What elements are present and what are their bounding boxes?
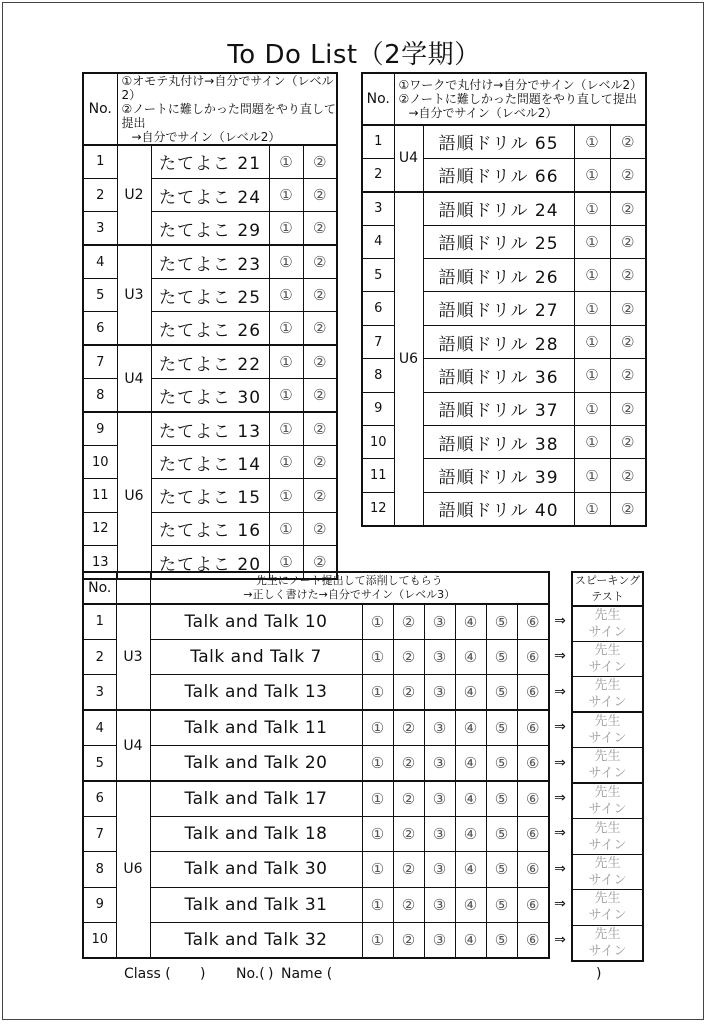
check-box-1[interactable]: ① bbox=[362, 781, 393, 816]
check-box-1[interactable]: ① bbox=[574, 459, 610, 492]
row-number: 6 bbox=[83, 781, 116, 816]
assignment-name: 語順ドリル 66 bbox=[423, 158, 574, 191]
teacher-sign-box[interactable]: 先生 サイン bbox=[572, 748, 643, 784]
page-title: To Do List（2学期） bbox=[227, 40, 481, 70]
unit-label: U3 bbox=[117, 245, 151, 345]
check-box-1[interactable]: ① bbox=[269, 479, 303, 512]
teacher-sign-box[interactable]: 先生 サイン bbox=[572, 642, 643, 677]
table-row bbox=[83, 710, 549, 745]
check-box-6[interactable]: ⑥ bbox=[517, 746, 549, 781]
check-box-3[interactable]: ③ bbox=[424, 852, 455, 887]
row-number: 10 bbox=[362, 426, 394, 459]
check-box-6[interactable]: ⑥ bbox=[517, 604, 549, 639]
check-box-2[interactable]: ② bbox=[303, 245, 337, 278]
check-box-5[interactable]: ⑤ bbox=[486, 675, 517, 710]
check-box-2[interactable]: ② bbox=[393, 923, 424, 958]
teacher-sign-row bbox=[572, 854, 643, 889]
check-box-2[interactable]: ② bbox=[303, 145, 337, 178]
row-number: 5 bbox=[83, 279, 117, 312]
check-box-1[interactable]: ① bbox=[574, 359, 610, 392]
assignment-name: 語順ドリル 28 bbox=[423, 325, 574, 358]
no-header: No. bbox=[362, 73, 394, 125]
table-row bbox=[83, 604, 549, 639]
check-box-1[interactable]: ① bbox=[269, 412, 303, 445]
table-row bbox=[83, 639, 549, 674]
unit-label: U4 bbox=[394, 125, 423, 192]
check-box-5[interactable]: ⑤ bbox=[486, 852, 517, 887]
assignment-name: たてよこ 20 bbox=[151, 546, 269, 579]
assignment-name: 語順ドリル 65 bbox=[423, 125, 574, 158]
teacher-sign-row bbox=[572, 925, 643, 961]
check-box-6[interactable]: ⑥ bbox=[517, 639, 549, 674]
check-box-4[interactable]: ④ bbox=[455, 675, 486, 710]
row-number: 13 bbox=[83, 546, 117, 579]
row-number: 3 bbox=[83, 212, 117, 245]
check-box-3[interactable]: ③ bbox=[424, 604, 455, 639]
check-box-1[interactable]: ① bbox=[574, 158, 610, 191]
teacher-sign-row bbox=[572, 783, 643, 819]
unit-label: U3 bbox=[116, 604, 150, 710]
check-box-3[interactable]: ③ bbox=[424, 887, 455, 922]
check-box-1[interactable]: ① bbox=[574, 125, 610, 158]
row-number: 8 bbox=[362, 359, 394, 392]
assignment-name: 語順ドリル 26 bbox=[423, 259, 574, 292]
name-label: Name ( bbox=[281, 966, 333, 982]
check-box-1[interactable]: ① bbox=[269, 279, 303, 312]
row-number: 1 bbox=[83, 145, 117, 178]
arrow-icon: ⇒ bbox=[554, 683, 566, 700]
check-box-1[interactable]: ① bbox=[574, 225, 610, 258]
check-box-5[interactable]: ⑤ bbox=[486, 746, 517, 781]
assignment-name: 語順ドリル 25 bbox=[423, 225, 574, 258]
check-box-1[interactable]: ① bbox=[574, 325, 610, 358]
check-box-5[interactable]: ⑤ bbox=[486, 816, 517, 851]
teacher-sign-box[interactable]: 先生 サイン bbox=[572, 854, 643, 889]
assignment-name: Talk and Talk 20 bbox=[150, 746, 362, 781]
arrow-icon: ⇒ bbox=[554, 896, 566, 913]
check-box-2[interactable]: ② bbox=[393, 675, 424, 710]
unit-label: U6 bbox=[117, 412, 151, 579]
check-box-1[interactable]: ① bbox=[269, 178, 303, 211]
teacher-sign-row bbox=[572, 677, 643, 713]
check-box-3[interactable]: ③ bbox=[424, 923, 455, 958]
assignment-name: 語順ドリル 36 bbox=[423, 359, 574, 392]
check-box-1[interactable]: ① bbox=[574, 259, 610, 292]
check-box-2[interactable]: ② bbox=[610, 459, 646, 492]
check-box-5[interactable]: ⑤ bbox=[486, 604, 517, 639]
check-box-2[interactable]: ② bbox=[303, 345, 337, 378]
check-box-2[interactable]: ② bbox=[610, 392, 646, 425]
assignment-name: たてよこ 24 bbox=[151, 178, 269, 211]
check-box-1[interactable]: ① bbox=[574, 426, 610, 459]
row-number: 7 bbox=[83, 345, 117, 378]
assignment-name: たてよこ 13 bbox=[151, 412, 269, 445]
assignment-name: たてよこ 14 bbox=[151, 446, 269, 479]
check-box-6[interactable]: ⑥ bbox=[517, 816, 549, 851]
check-box-3[interactable]: ③ bbox=[424, 781, 455, 816]
teacher-sign-box[interactable]: 先生 サイン bbox=[572, 819, 643, 854]
row-number: 2 bbox=[83, 178, 117, 211]
number-label: No.( bbox=[236, 966, 265, 982]
check-box-4[interactable]: ④ bbox=[455, 887, 486, 922]
check-box-1[interactable]: ① bbox=[269, 245, 303, 278]
check-box-6[interactable]: ⑥ bbox=[517, 781, 549, 816]
assignment-name: たてよこ 29 bbox=[151, 212, 269, 245]
check-box-2[interactable]: ② bbox=[303, 312, 337, 345]
teacher-sign-box[interactable]: 先生 サイン bbox=[572, 783, 643, 819]
number-field-close: ) bbox=[268, 966, 274, 982]
table-row bbox=[362, 125, 646, 158]
row-number: 9 bbox=[83, 887, 116, 922]
arrow-icon: ⇒ bbox=[554, 931, 566, 948]
assignment-name: 語順ドリル 40 bbox=[423, 492, 574, 525]
class-label: Class ( bbox=[124, 966, 171, 982]
check-box-1[interactable]: ① bbox=[362, 852, 393, 887]
check-box-2[interactable]: ② bbox=[303, 178, 337, 211]
check-box-5[interactable]: ⑤ bbox=[486, 923, 517, 958]
assignment-name: たてよこ 21 bbox=[151, 145, 269, 178]
assignment-name: たてよこ 16 bbox=[151, 512, 269, 545]
row-number: 7 bbox=[362, 325, 394, 358]
check-box-2[interactable]: ② bbox=[610, 158, 646, 191]
check-box-3[interactable]: ③ bbox=[424, 746, 455, 781]
check-box-4[interactable]: ④ bbox=[455, 816, 486, 851]
check-box-5[interactable]: ⑤ bbox=[486, 781, 517, 816]
table-row bbox=[83, 852, 549, 887]
assignment-name: たてよこ 22 bbox=[151, 345, 269, 378]
assignment-name: Talk and Talk 7 bbox=[150, 639, 362, 674]
row-number: 5 bbox=[362, 259, 394, 292]
check-box-2[interactable]: ② bbox=[303, 279, 337, 312]
check-box-2[interactable]: ② bbox=[303, 479, 337, 512]
left-todo-table bbox=[82, 72, 338, 580]
assignment-name: Talk and Talk 32 bbox=[150, 923, 362, 958]
table-row bbox=[362, 192, 646, 225]
check-box-1[interactable]: ① bbox=[269, 212, 303, 245]
check-box-2[interactable]: ② bbox=[610, 325, 646, 358]
row-number: 2 bbox=[83, 639, 116, 674]
row-number: 6 bbox=[362, 292, 394, 325]
assignment-name: 語順ドリル 38 bbox=[423, 426, 574, 459]
teacher-sign-box[interactable]: 先生 サイン bbox=[572, 890, 643, 925]
check-box-6[interactable]: ⑥ bbox=[517, 852, 549, 887]
check-box-1[interactable]: ① bbox=[574, 492, 610, 525]
check-box-4[interactable]: ④ bbox=[455, 923, 486, 958]
speaking-test-table bbox=[571, 571, 644, 962]
teacher-sign-box[interactable]: 先生 サイン bbox=[572, 712, 643, 748]
unit-label: U6 bbox=[394, 192, 423, 526]
class-field-close: ) bbox=[200, 966, 206, 982]
check-box-1[interactable]: ① bbox=[362, 604, 393, 639]
arrow-icon: ⇒ bbox=[554, 754, 566, 771]
check-box-1[interactable]: ① bbox=[269, 512, 303, 545]
check-box-2[interactable]: ② bbox=[303, 412, 337, 445]
arrow-icon: ⇒ bbox=[554, 860, 566, 877]
check-box-2[interactable]: ② bbox=[610, 192, 646, 225]
check-box-2[interactable]: ② bbox=[393, 604, 424, 639]
row-number: 10 bbox=[83, 923, 116, 958]
check-box-2[interactable]: ② bbox=[393, 816, 424, 851]
row-number: 3 bbox=[362, 192, 394, 225]
row-number: 10 bbox=[83, 446, 117, 479]
row-number: 1 bbox=[362, 125, 394, 158]
unit-label: U4 bbox=[116, 710, 150, 781]
check-box-4[interactable]: ④ bbox=[455, 746, 486, 781]
check-box-6[interactable]: ⑥ bbox=[517, 923, 549, 958]
check-box-2[interactable]: ② bbox=[393, 852, 424, 887]
check-box-1[interactable]: ① bbox=[574, 292, 610, 325]
check-box-2[interactable]: ② bbox=[303, 446, 337, 479]
talk-and-talk-table bbox=[82, 571, 550, 959]
check-box-2[interactable]: ② bbox=[610, 259, 646, 292]
check-box-2[interactable]: ② bbox=[393, 639, 424, 674]
assignment-name: Talk and Talk 13 bbox=[150, 675, 362, 710]
check-box-4[interactable]: ④ bbox=[455, 639, 486, 674]
check-box-1[interactable]: ① bbox=[269, 145, 303, 178]
check-box-1[interactable]: ① bbox=[362, 639, 393, 674]
check-box-6[interactable]: ⑥ bbox=[517, 887, 549, 922]
check-box-1[interactable]: ① bbox=[269, 345, 303, 378]
check-box-1[interactable]: ① bbox=[362, 710, 393, 745]
row-number: 6 bbox=[83, 312, 117, 345]
right-todo-table bbox=[361, 72, 647, 527]
check-box-1[interactable]: ① bbox=[362, 887, 393, 922]
check-box-1[interactable]: ① bbox=[362, 746, 393, 781]
assignment-name: たてよこ 23 bbox=[151, 245, 269, 278]
assignment-name: Talk and Talk 17 bbox=[150, 781, 362, 816]
assignment-name: 語順ドリル 37 bbox=[423, 392, 574, 425]
check-box-4[interactable]: ④ bbox=[455, 604, 486, 639]
arrow-icon: ⇒ bbox=[554, 719, 566, 736]
table-row bbox=[83, 345, 337, 378]
instructions: ①オモテ丸付け→自分でサイン（レベル2） ②ノートに難しかった問題をやり直して提出 →自分でサイン（レベル2） bbox=[117, 73, 337, 145]
table-row bbox=[83, 887, 549, 922]
unit-label: U6 bbox=[116, 781, 150, 958]
assignment-name: 語順ドリル 27 bbox=[423, 292, 574, 325]
check-box-1[interactable]: ① bbox=[574, 392, 610, 425]
check-box-4[interactable]: ④ bbox=[455, 710, 486, 745]
teacher-sign-row bbox=[572, 819, 643, 854]
check-box-2[interactable]: ② bbox=[610, 426, 646, 459]
check-box-2[interactable]: ② bbox=[610, 292, 646, 325]
check-box-2[interactable]: ② bbox=[610, 125, 646, 158]
check-box-1[interactable]: ① bbox=[269, 446, 303, 479]
check-box-3[interactable]: ③ bbox=[424, 675, 455, 710]
check-box-3[interactable]: ③ bbox=[424, 710, 455, 745]
assignment-name: 語順ドリル 24 bbox=[423, 192, 574, 225]
row-number: 8 bbox=[83, 852, 116, 887]
assignment-name: Talk and Talk 11 bbox=[150, 710, 362, 745]
check-box-2[interactable]: ② bbox=[303, 379, 337, 412]
row-number: 9 bbox=[362, 392, 394, 425]
check-box-5[interactable]: ⑤ bbox=[486, 639, 517, 674]
teacher-sign-row bbox=[572, 642, 643, 677]
teacher-sign-row bbox=[572, 606, 643, 642]
check-box-4[interactable]: ④ bbox=[455, 781, 486, 816]
check-box-1[interactable]: ① bbox=[269, 546, 303, 579]
table-row bbox=[83, 816, 549, 851]
teacher-sign-row bbox=[572, 748, 643, 784]
check-box-4[interactable]: ④ bbox=[455, 852, 486, 887]
table-row bbox=[83, 245, 337, 278]
instructions: ①ワークで丸付け→自分でサイン（レベル2） ②ノートに難しかった問題をやり直して提出 →自分でサイン（レベル2） bbox=[394, 73, 646, 125]
assignment-name: 語順ドリル 39 bbox=[423, 459, 574, 492]
row-number: 5 bbox=[83, 746, 116, 781]
unit-label: U4 bbox=[117, 345, 151, 412]
assignment-name: たてよこ 30 bbox=[151, 379, 269, 412]
row-number: 11 bbox=[362, 459, 394, 492]
row-number: 1 bbox=[83, 604, 116, 639]
assignment-name: Talk and Talk 18 bbox=[150, 816, 362, 851]
row-number: 4 bbox=[362, 225, 394, 258]
check-box-2[interactable]: ② bbox=[393, 781, 424, 816]
table-row bbox=[83, 781, 549, 816]
row-number: 2 bbox=[362, 158, 394, 191]
check-box-2[interactable]: ② bbox=[303, 512, 337, 545]
check-box-2[interactable]: ② bbox=[393, 887, 424, 922]
check-box-1[interactable]: ① bbox=[362, 675, 393, 710]
unit-label: U2 bbox=[117, 145, 151, 245]
check-box-1[interactable]: ① bbox=[269, 312, 303, 345]
check-box-1[interactable]: ① bbox=[362, 816, 393, 851]
instructions: 先生にノート提出して添削してもらう →正しく書けた→自分でサイン（レベル3） bbox=[150, 572, 549, 604]
assignment-name: Talk and Talk 31 bbox=[150, 887, 362, 922]
check-box-6[interactable]: ⑥ bbox=[517, 675, 549, 710]
check-box-2[interactable]: ② bbox=[610, 492, 646, 525]
check-box-5[interactable]: ⑤ bbox=[486, 887, 517, 922]
arrow-icon: ⇒ bbox=[554, 790, 566, 806]
speaking-test-header: スピーキング テスト bbox=[572, 572, 643, 606]
table-row bbox=[83, 746, 549, 781]
table-row bbox=[83, 145, 337, 178]
row-number: 4 bbox=[83, 245, 117, 278]
check-box-1[interactable]: ① bbox=[574, 192, 610, 225]
assignment-name: たてよこ 26 bbox=[151, 312, 269, 345]
check-box-2[interactable]: ② bbox=[303, 546, 337, 579]
teacher-sign-box[interactable]: 先生 サイン bbox=[572, 677, 643, 713]
unit-header bbox=[116, 572, 150, 604]
check-box-2[interactable]: ② bbox=[303, 212, 337, 245]
teacher-sign-row bbox=[572, 890, 643, 925]
check-box-2[interactable]: ② bbox=[393, 746, 424, 781]
table-row bbox=[83, 675, 549, 710]
teacher-sign-box[interactable]: 先生 サイン bbox=[572, 606, 643, 642]
row-number: 7 bbox=[83, 816, 116, 851]
arrow-icon: ⇒ bbox=[554, 613, 566, 629]
check-box-1[interactable]: ① bbox=[269, 379, 303, 412]
check-box-2[interactable]: ② bbox=[610, 359, 646, 392]
arrow-icon: ⇒ bbox=[554, 825, 566, 842]
table-row bbox=[83, 923, 549, 958]
check-box-6[interactable]: ⑥ bbox=[517, 710, 549, 745]
row-number: 11 bbox=[83, 479, 117, 512]
no-header: No. bbox=[83, 572, 116, 604]
arrow-icon: ⇒ bbox=[554, 648, 566, 665]
table-row bbox=[83, 412, 337, 445]
row-number: 12 bbox=[83, 512, 117, 545]
assignment-name: たてよこ 15 bbox=[151, 479, 269, 512]
check-box-1[interactable]: ① bbox=[362, 923, 393, 958]
row-number: 4 bbox=[83, 710, 116, 745]
row-number: 9 bbox=[83, 412, 117, 445]
no-header: No. bbox=[83, 73, 117, 145]
assignment-name: たてよこ 25 bbox=[151, 279, 269, 312]
row-number: 8 bbox=[83, 379, 117, 412]
check-box-2[interactable]: ② bbox=[393, 710, 424, 745]
check-box-3[interactable]: ③ bbox=[424, 639, 455, 674]
row-number: 12 bbox=[362, 492, 394, 525]
check-box-5[interactable]: ⑤ bbox=[486, 710, 517, 745]
teacher-sign-box[interactable]: 先生 サイン bbox=[572, 925, 643, 961]
check-box-3[interactable]: ③ bbox=[424, 816, 455, 851]
assignment-name: Talk and Talk 30 bbox=[150, 852, 362, 887]
assignment-name: Talk and Talk 10 bbox=[150, 604, 362, 639]
name-field-close: ) bbox=[596, 966, 602, 982]
teacher-sign-row bbox=[572, 712, 643, 748]
check-box-2[interactable]: ② bbox=[610, 225, 646, 258]
row-number: 3 bbox=[83, 675, 116, 710]
